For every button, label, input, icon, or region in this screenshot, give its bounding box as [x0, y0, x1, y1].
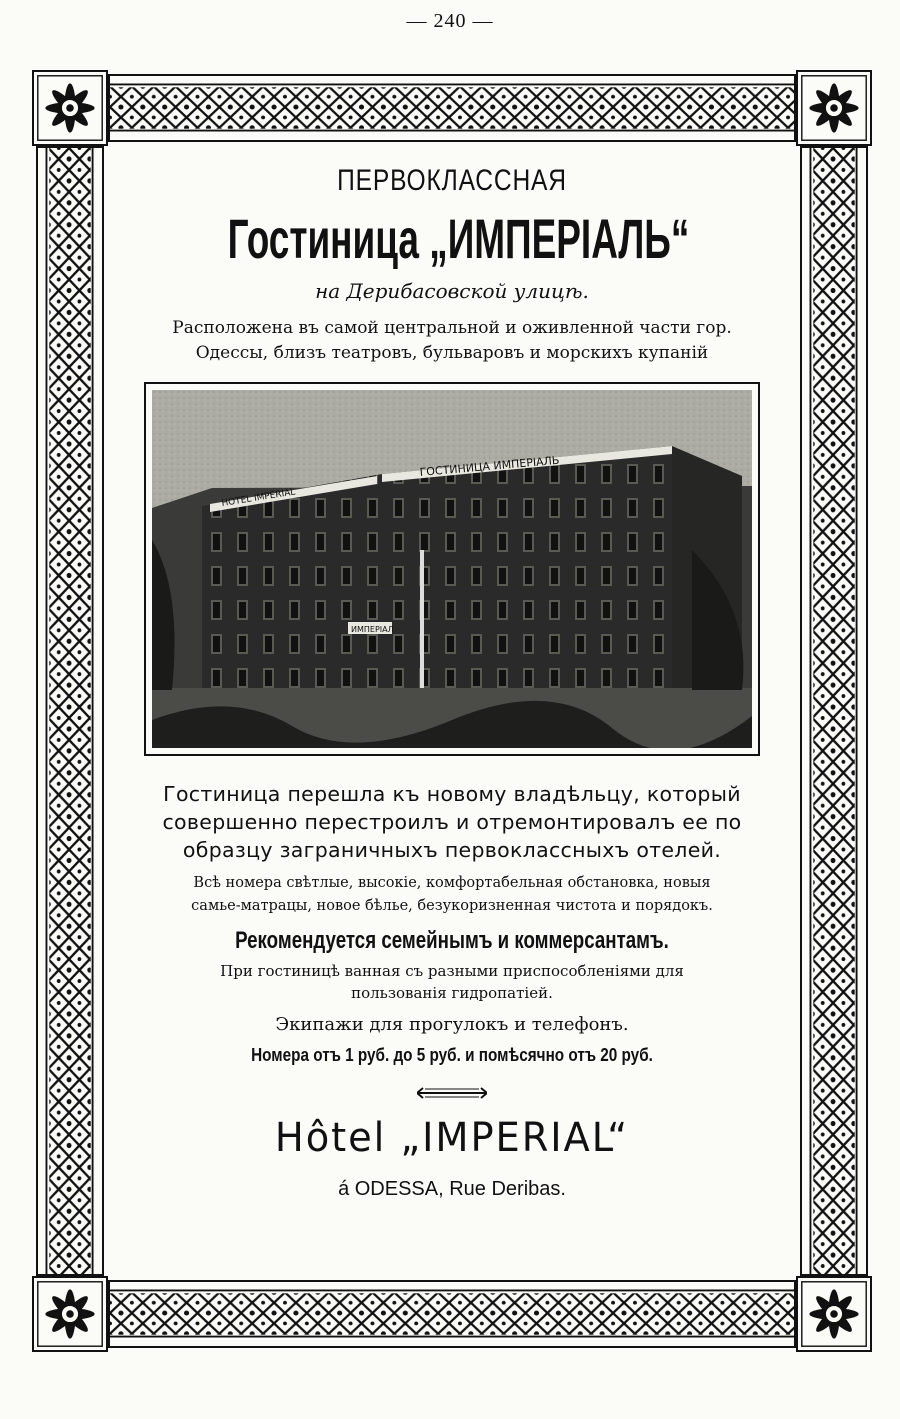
ad-street: на Дерибасовской улицѣ. [315, 279, 589, 303]
frame-band-bottom [108, 1280, 796, 1348]
owner-line: Гостиница перешла къ новому владѣльцу, который [163, 782, 741, 806]
ad-carriages: Экипажи для прогулокъ и телефонъ. [275, 1014, 629, 1035]
bath-line: При гостиницѣ ванная съ разными приспособленiями для [220, 962, 684, 980]
ad-bath-text [112, 960, 792, 1004]
frame-band-top [108, 74, 796, 142]
frame-band-right [800, 146, 868, 1276]
ad-prices: Номера отъ 1 руб. до 5 руб. и помѣсячно отъ 20 руб. [251, 1045, 653, 1065]
rooms-line: Всѣ номера свѣтлые, высокiе, комфортабельная обстановка, новыя [193, 875, 711, 891]
rosette-corner-icon [796, 70, 872, 146]
photo-sign-street: ИМПЕРIАЛ [351, 625, 394, 634]
hotel-name-french: Hôtel „IMPERIAL“ [274, 1115, 630, 1161]
hotel-address: á ODESSA, Rue Deribas. [338, 1178, 566, 1200]
ad-title: Гостиница „ИМПЕРIАЛЬ“ [227, 207, 690, 270]
ad-location [112, 316, 792, 366]
page-number: — 240 — [406, 10, 494, 32]
photo-sign-left: HOTEL IMPERIAL [220, 487, 297, 509]
location-line: Одессы, близъ театровъ, бульваровъ и морскихъ купанiй [195, 343, 709, 363]
owner-line: образцу заграничныхъ первоклассныхъ отелей. [182, 838, 722, 862]
ad-recommend: Рекомендуется семейнымъ и коммерсантамъ. [235, 927, 669, 954]
bath-line: пользованiя гидропатiей. [351, 984, 553, 1002]
ad-owner-text [112, 780, 792, 864]
ornament-divider-icon [417, 1086, 487, 1100]
frame-band-left [36, 146, 104, 1276]
rosette-corner-icon [796, 1276, 872, 1352]
owner-line: совершенно перестроилъ и отремонтировалъ ее по [162, 810, 742, 834]
ad-rooms-text [112, 872, 792, 918]
location-line: Расположена въ самой центральной и оживленной части гор. [172, 318, 732, 338]
hotel-photo [144, 382, 760, 756]
ad-kicker: ПЕРВОКЛАССНАЯ [337, 164, 567, 197]
rosette-corner-icon [32, 1276, 108, 1352]
photo-sign-center: ГОСТИНИЦА ИМПЕРIАЛЬ [419, 453, 560, 479]
rosette-corner-icon [32, 70, 108, 146]
rooms-line: самье-матрацы, новое бѣлье, безукоризненная чистота и порядокъ. [191, 898, 713, 914]
advertisement [112, 150, 792, 1202]
